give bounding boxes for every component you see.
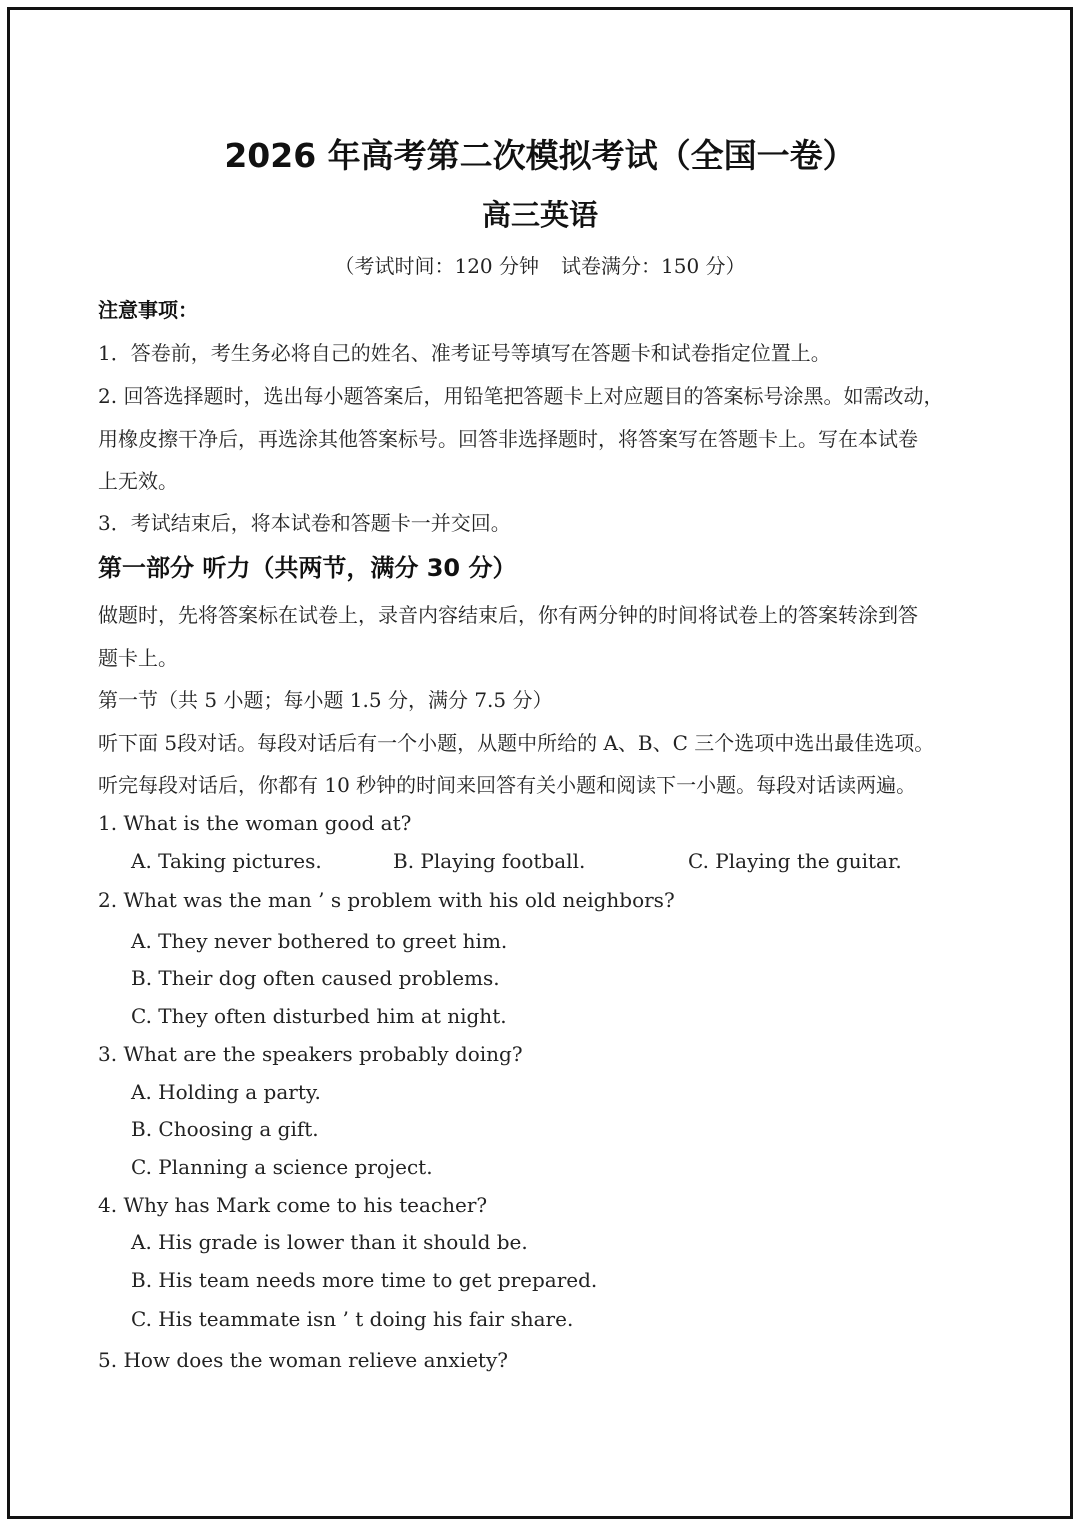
exam-time: （考试时间：120 分钟 xyxy=(334,254,539,278)
exam-score: 试卷满分：150 分） xyxy=(561,254,746,278)
question-2-option-b[interactable]: B. Their dog often caused problems. xyxy=(131,966,500,990)
subject-title: 高三英语 xyxy=(481,198,598,232)
section1-desc-line-1: 听下面 5段对话。每段对话后有一个小题，从题中所给的 A、B、C 三个选项中选出最佳选项。 xyxy=(98,731,935,755)
exam-info xyxy=(0,250,1080,279)
question-4-option-a[interactable]: A. His grade is lower than it should be. xyxy=(131,1230,528,1254)
notice-item-1: 1．答卷前，考生务必将自己的姓名、准考证号等填写在答题卡和试卷指定位置上。 xyxy=(98,341,831,365)
section1-heading: 第一节（共 5 小题；每小题 1.5 分，满分 7.5 分） xyxy=(98,688,553,712)
part1-intro-line-2: 题卡上。 xyxy=(98,646,178,670)
question-3-option-b[interactable]: B. Choosing a gift. xyxy=(131,1117,319,1141)
question-2-stem: 2. What was the man ’ s problem with his old neighbors? xyxy=(98,888,675,912)
section1-desc-line-2: 听完每段对话后，你都有 10 秒钟的时间来回答有关小题和阅读下一小题。每段对话读两遍。 xyxy=(98,773,917,797)
part1-intro-line-1: 做题时，先将答案标在试卷上，录音内容结束后，你有两分钟的时间将试卷上的答案转涂到答 xyxy=(98,603,918,627)
question-4-stem: 4. Why has Mark come to his teacher? xyxy=(98,1193,488,1217)
question-1-option-c[interactable]: C. Playing the guitar. xyxy=(688,849,902,873)
exam-title: 2026 年高考第二次模拟考试（全国一卷） xyxy=(224,136,856,175)
question-5-stem: 5. How does the woman relieve anxiety? xyxy=(98,1348,508,1372)
question-1-option-a[interactable]: A. Taking pictures. xyxy=(131,849,322,873)
part1-heading: 第一部分 听力（共两节，满分 30 分） xyxy=(98,554,517,582)
question-3-option-a[interactable]: A. Holding a party. xyxy=(131,1080,321,1104)
question-4-option-b[interactable]: B. His team needs more time to get prepared. xyxy=(131,1268,598,1292)
question-2-option-a[interactable]: A. They never bothered to greet him. xyxy=(131,929,508,953)
notice-item-3: 3．考试结束后，将本试卷和答题卡一并交回。 xyxy=(98,511,511,535)
question-3-stem: 3. What are the speakers probably doing? xyxy=(98,1042,523,1066)
notice-heading: 注意事项： xyxy=(98,298,198,322)
question-2-option-c[interactable]: C. They often disturbed him at night. xyxy=(131,1004,507,1028)
question-4-option-c[interactable]: C. His teammate isn ’ t doing his fair share. xyxy=(131,1307,574,1331)
question-1-stem: 1. What is the woman good at? xyxy=(98,811,412,835)
question-1-option-b[interactable]: B. Playing football. xyxy=(393,849,586,873)
notice-item-2-line-3: 上无效。 xyxy=(98,469,178,493)
notice-item-2-line-2: 用橡皮擦干净后，再选涂其他答案标号。回答非选择题时，将答案写在答题卡上。写在本试卷 xyxy=(98,427,918,451)
notice-item-2-line-1: 2. 回答选择题时，选出每小题答案后，用铅笔把答题卡上对应题目的答案标号涂黑。如需改动， xyxy=(98,384,944,408)
question-3-option-c[interactable]: C. Planning a science project. xyxy=(131,1155,433,1179)
